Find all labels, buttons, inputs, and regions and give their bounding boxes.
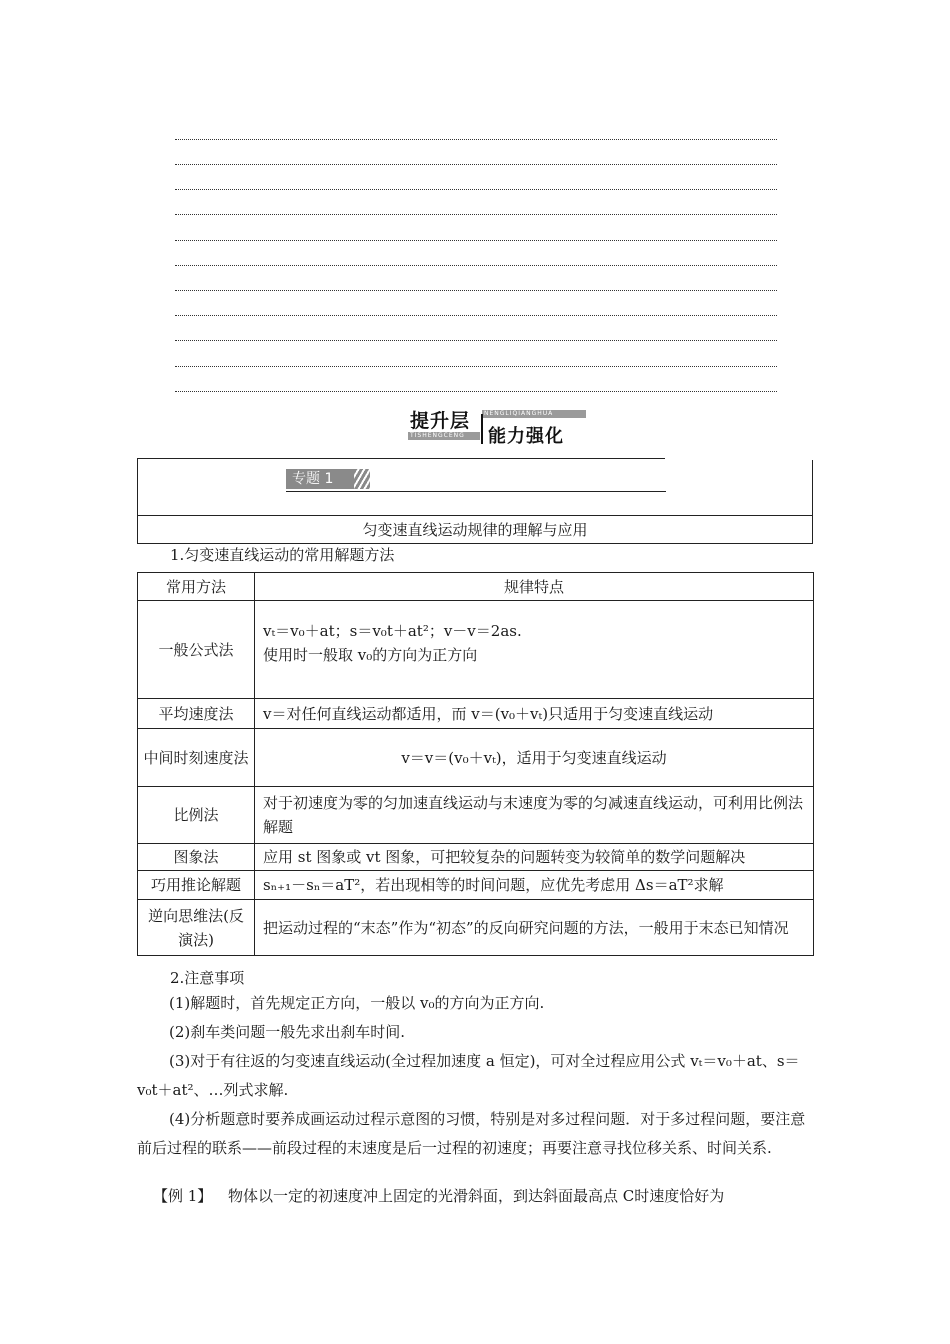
table-row (138, 699, 814, 729)
section-heading-methods: 1.匀变速直线运动的常用解题方法 (170, 546, 395, 564)
table-row (138, 871, 814, 900)
method-desc: 应用 st 图象或 vt 图象，可把较复杂的问题转变为较简单的数学问题解决 (255, 844, 814, 871)
section-banner (408, 406, 588, 447)
answer-line (175, 214, 777, 215)
banner-main-title: 提升层 (410, 410, 471, 432)
answer-line (175, 139, 777, 140)
tag-stripes (354, 469, 370, 489)
answer-line (175, 366, 777, 367)
answer-line (175, 265, 777, 266)
example-label: 【例 1】 (153, 1187, 213, 1205)
method-name: 一般公式法 (138, 601, 255, 699)
method-name: 逆向思维法(反演法) (138, 900, 255, 956)
tag-underline (286, 491, 666, 492)
answer-line (175, 164, 777, 165)
method-desc (255, 601, 814, 699)
method-desc: v＝对任何直线运动都适用，而 v＝(v₀＋vₜ)只适用于匀变速直线运动 (255, 699, 814, 729)
banner-sub-title: 能力强化 (488, 426, 564, 447)
note-paragraph: (3)对于有往返的匀变速直线运动(全过程加速度 a 恒定)，可对全过程应用公式 vₜ＝v₀＋at、s＝v₀t＋at²、…列式求解. (137, 1052, 800, 1099)
answer-line (175, 315, 777, 316)
topic-box (137, 458, 813, 544)
banner-divider (481, 414, 483, 444)
topic-title: 匀变速直线运动规律的理解与应用 (362, 521, 588, 539)
banner-sub-pinyin: NENGLIQIANGHUA (484, 410, 554, 417)
table-row (138, 601, 814, 699)
answer-line (175, 340, 777, 341)
note-paragraph: (2)刹车类问题一般先求出刹车时间. (169, 1023, 406, 1041)
desc-line: 使用时一般取 v₀的方向为正方向 (263, 646, 478, 664)
method-name: 平均速度法 (138, 699, 255, 729)
note-paragraph: (4)分析题意时要养成画运动过程示意图的习惯，特别是对多过程问题．对于多过程问题，要注意前后过程的联系——前段过程的末速度是后一过程的初速度；再要注意寻找位移关系、时间关系. (137, 1110, 806, 1157)
method-name: 图象法 (138, 844, 255, 871)
method-name: 巧用推论解题 (138, 871, 255, 900)
topic-tag: 专题 1 (286, 469, 354, 489)
method-desc: sₙ₊₁－sₙ＝aT²，若出现相等的时间问题，应优先考虑用 Δs＝aT²求解 (255, 871, 814, 900)
table-header: 规律特点 (255, 573, 814, 601)
table-header-row (138, 573, 814, 601)
answer-line (175, 290, 777, 291)
method-desc: v＝v＝(v₀＋vₜ)，适用于匀变速直线运动 (255, 729, 814, 787)
table-row (138, 900, 814, 956)
table-header: 常用方法 (138, 573, 255, 601)
method-name: 比例法 (138, 787, 255, 844)
note-paragraph: (1)解题时，首先规定正方向，一般以 v₀的方向为正方向. (169, 994, 545, 1012)
formula-line: vₜ＝v₀＋at；s＝v₀t＋at²；v－v＝2as. (263, 622, 522, 640)
method-name: 中间时刻速度法 (138, 729, 255, 787)
table-row (138, 787, 814, 844)
answer-line (175, 240, 777, 241)
answer-line (175, 189, 777, 190)
answer-line (175, 391, 777, 392)
method-desc: 对于初速度为零的匀加速直线运动与末速度为零的匀减速直线运动，可利用比例法解题 (255, 787, 814, 844)
section-heading-notes: 2.注意事项 (170, 969, 245, 987)
example-text: 物体以一定的初速度冲上固定的光滑斜面，到达斜面最高点 C时速度恰好为 (228, 1187, 725, 1205)
method-desc: 把运动过程的“末态”作为“初态”的反向研究问题的方法，一般用于末态已知情况 (255, 900, 814, 956)
methods-table (137, 572, 814, 956)
table-row (138, 844, 814, 871)
table-row (138, 729, 814, 787)
banner-main-pinyin: TISHENGCENG (410, 432, 465, 439)
